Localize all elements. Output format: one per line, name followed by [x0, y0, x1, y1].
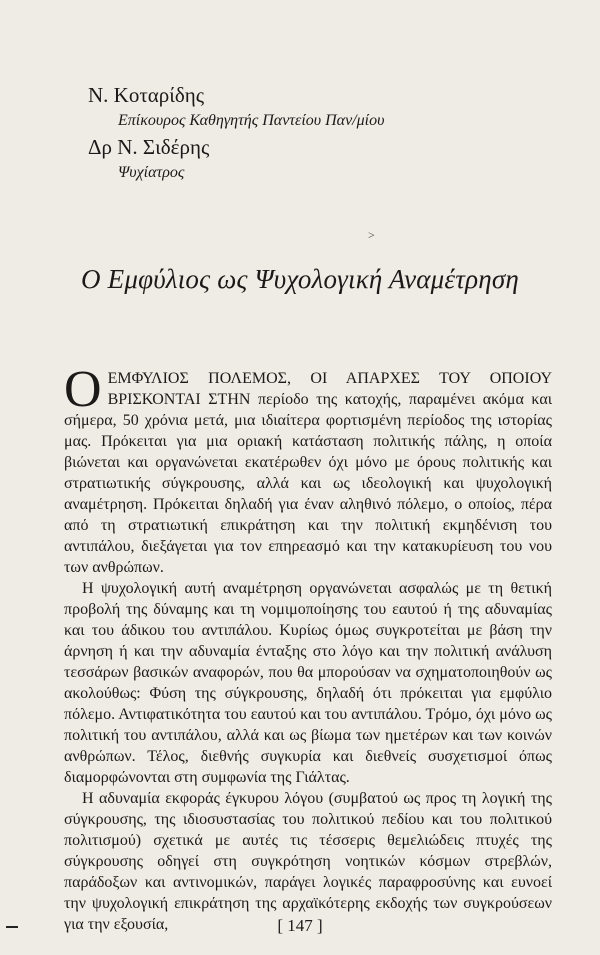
author-name-2: Δρ Ν. Σιδέρης [88, 135, 210, 159]
paragraph-1 [64, 361, 552, 578]
page-number: [ 147 ] [277, 916, 323, 935]
drop-cap: Ο [64, 361, 102, 418]
article-body [64, 361, 552, 935]
authors-block [88, 82, 384, 186]
stray-mark: ˃ [368, 228, 375, 242]
paragraph-2: Η ψυχολογική αυτή αναμέτρηση οργανώνεται ασφαλώς με τη θετική προβολή της δύναμης και τη νομιμοποίησης του εαυτού ή της αδυναμίας και του άδικου του αντιπάλου. Κυρίως όμως συγκροτείται με βάση την άρνηση ή και την αδυναμία ένταξης στο λόγο και την πολιτική ανάλυση τεσσάρων βασικών αναφορών, που θα μπορούσαν να σχηματοποιηθούν ως ακολούθως: Φύση της σύγκρουσης, δηλαδή ότι πρόκειται για εμφύλιο πόλεμο. Αντιφατικότητα του εαυτού και του αντιπάλου. Τρόμο, όχι μόνο ως πολιτική του αντιπάλου, αλλά και ως βίωμα των ημετέρων και των κοινών ανθρώπων. Τέλος, διεθνής συγκυρία και διεθνείς συσχετισμοί όπως διαμορφώνονται στη συμφωνία της Γιάλτας. [64, 580, 552, 786]
author-role-2: Ψυχίατρος [118, 164, 185, 181]
author-role-1: Επίκουρος Καθηγητής Παντείου Παν/μίου [118, 112, 385, 129]
author-name-1: Ν. Κοταρίδης [88, 83, 205, 107]
article-title: Ο Εμφύλιος ως Ψυχολογική Αναμέτρηση [80, 264, 519, 294]
paragraph-1-text: ΕΜΦΥΛΙΟΣ ΠΟΛΕΜΟΣ, ΟΙ ΑΠΑΡΧΕΣ ΤΟΥ ΟΠΟΙΟΥ ΒΡΙΣΚΟΝΤΑΙ ΣΤΗΝ περίοδο της κατοχής, παραμένει ακόμα και σήμερα, 50 χρόνια μετά, μια ιδιαίτερα φορτισμένη περίοδος της ιστορίας μας. Πρόκειται για μια οριακή κατάσταση πολιτικής πάλης, η οποία βιώνεται και οργανώνεται εκατέρωθεν όχι μόνο με όρους πολιτικής και στρατιωτικής σύγκρουσης, αλλά και ως ιδεολογική και ψυχολογική αναμέτρηση. Πρόκειται δηλαδή για έναν αληθινό πόλεμο, ο οποίος, πέρα από τη στρατιωτική επικράτηση και την πολιτική εκμηδένιση του αντιπάλου, διεξάγεται για τον επηρεασμό και την κατακυρίευση του νου των ανθρώπων. [64, 370, 552, 576]
paragraph-3: Η αδυναμία εκφοράς έγκυρου λόγου (συμβατού ως προς τη λογική της σύγκρουσης, της ιδιοσυστασίας του πολιτικού πεδίου και του πολιτικού πολιτισμού) σχετικά με αυτές τις τέσσερις θεμελιώδεις πτυχές της σύγκρουσης οδηγεί στη συγκρότηση νοητικών κόσμων στρεβλών, παράδοξων και αντινομικών, παράγει λογικές παραφροσύνης και ευνοεί την ψυχολογική επικράτηση της αρχαϊκότερης εκδοχής των συγκρούσεων για την εξουσία, [64, 790, 552, 933]
